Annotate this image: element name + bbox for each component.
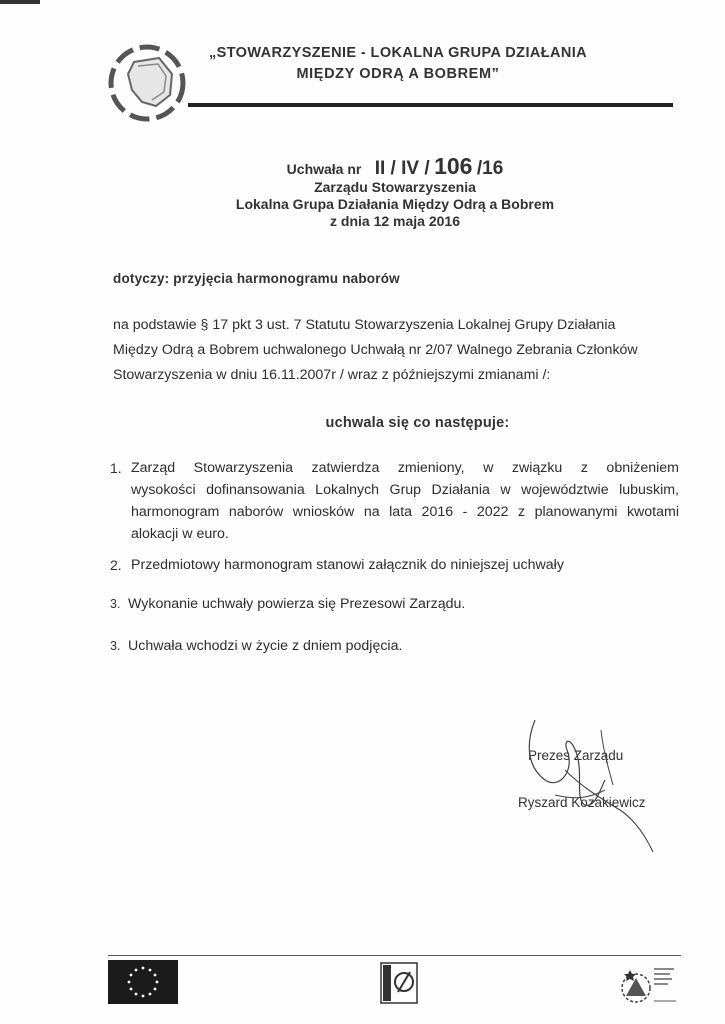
eu-flag-icon xyxy=(108,960,178,1004)
resolution-board: Zarządu Stowarzyszenia xyxy=(314,179,476,195)
item-number: 3. xyxy=(110,597,121,611)
item-text-line: Uchwała wchodzi w życie z dniem podjęcia. xyxy=(128,638,403,654)
item-text-line: Przedmiotowy harmonogram stanowi załącznik do niniejszej uchwały xyxy=(131,557,564,573)
item-text-line: harmonogram naborów wniosków na lata 2016 - 2022 z planowanymi kwotami xyxy=(131,504,679,520)
org-name-line1: „STOWARZYSZENIE - LOKALNA GRUPA DZIAŁANIA xyxy=(208,45,588,61)
item-number: 2. xyxy=(110,557,122,573)
resolution-number-year: /16 xyxy=(476,158,504,179)
item-text-line: Zarząd Stowarzyszenia zatwierdza zmieniony, w związku z obniżeniem xyxy=(131,460,679,476)
signatory-name: Ryszard Kozakiewicz xyxy=(518,795,646,810)
basis-line: Między Odrą a Bobrem uchwalonego Uchwałą nr 2/07 Walnego Zebrania Członków xyxy=(113,342,638,358)
resolution-number-main: 106 xyxy=(434,153,473,179)
leader-logo-icon xyxy=(380,962,418,1004)
lgd-logo-icon xyxy=(104,40,190,126)
basis-line: Stowarzyszenia w dniu 16.11.2007r / wraz z późniejszymi zmianami /: xyxy=(113,367,551,383)
basis-line: na podstawie § 17 pkt 3 ust. 7 Statutu Stowarzyszenia Lokalnej Grupy Działania xyxy=(113,317,616,333)
resolution-number-line xyxy=(180,153,610,180)
resolution-number-prefix: II / IV / xyxy=(374,158,430,179)
footer-divider xyxy=(108,955,681,956)
resolution-date: z dnia 12 maja 2016 xyxy=(330,213,460,229)
item-number: 3. xyxy=(110,639,121,653)
header-divider xyxy=(188,103,673,107)
resolves-heading: uchwala się co następuje: xyxy=(325,415,510,431)
resolution-subject: dotyczy: przyjęcia harmonogramu naborów xyxy=(113,271,400,286)
item-text-line: wysokości dofinansowania Lokalnych Grup Działania w województwie lubuskim, xyxy=(131,482,679,498)
prow-logo-icon xyxy=(618,960,678,1008)
item-text-line: alokacji w euro. xyxy=(131,526,229,542)
scan-corner-mark xyxy=(0,0,40,4)
handwritten-signature xyxy=(505,710,675,860)
signatory-title: Prezes Zarządu xyxy=(528,748,624,763)
resolution-org: Lokalna Grupa Działania Między Odrą a Bobrem xyxy=(235,196,555,212)
resolution-label: Uchwała nr xyxy=(286,161,362,177)
org-name-line2: MIĘDZY ODRĄ A BOBREM” xyxy=(296,66,500,82)
item-number: 1. xyxy=(110,460,122,476)
item-text-line: Wykonanie uchwały powierza się Prezesowi Zarządu. xyxy=(128,596,466,612)
